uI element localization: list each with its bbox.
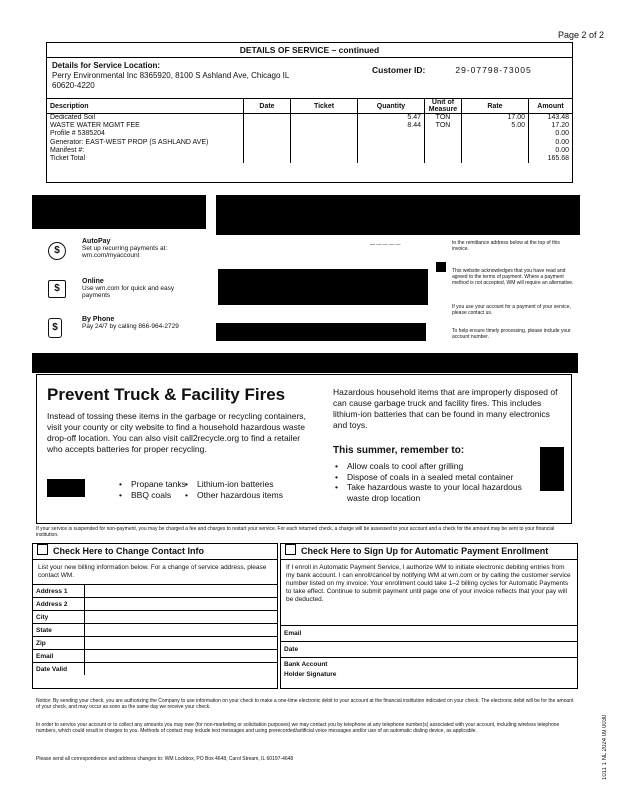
form-row-date-valid[interactable] xyxy=(33,662,277,675)
field-label: Date xyxy=(284,646,299,653)
table-cell xyxy=(244,155,291,163)
table-cell xyxy=(244,114,291,123)
service-location-line2: 60620-4220 xyxy=(52,81,95,90)
table-row xyxy=(47,122,572,130)
table-cell xyxy=(291,139,358,147)
form-row-address1[interactable] xyxy=(33,584,277,597)
customer-id-label: Customer ID: xyxy=(372,65,426,75)
auto-pay-checkbox[interactable] xyxy=(285,544,296,555)
table-cell: Manifest #: xyxy=(47,147,244,155)
table-cell xyxy=(425,139,462,147)
table-cell xyxy=(244,130,291,138)
table-cell xyxy=(425,130,462,138)
column-header: Amount xyxy=(529,99,573,114)
redacted-block xyxy=(540,447,564,491)
table-cell xyxy=(358,139,425,147)
payment-note-1: to the remittance address below at the top of this invoice. xyxy=(452,240,560,252)
redacted-block xyxy=(218,269,428,305)
table-cell: 5.00 xyxy=(462,122,529,130)
hazard-item: • Propane tanks xyxy=(119,479,186,490)
summer-heading: This summer, remember to: xyxy=(333,445,465,456)
field-label: Email xyxy=(284,630,302,637)
phone-text: Pay 24/7 by calling 866-964-2729 xyxy=(82,323,179,330)
table-cell: 5.47 xyxy=(358,114,425,123)
customer-id-value: 29-07798-73005 xyxy=(455,65,532,75)
phone-title: By Phone xyxy=(82,316,115,323)
column-header: Ticket xyxy=(291,99,358,114)
change-contact-checkbox[interactable] xyxy=(37,544,48,555)
online-pay-icon: $ xyxy=(48,280,66,298)
table-row xyxy=(47,139,572,147)
fires-right-text: Hazardous household items that are improperly disposed of can cause garbage truck and facility fires. This includes lithium-ion batteries that can be found in many electronics and toys. xyxy=(333,387,558,430)
table-cell xyxy=(358,155,425,163)
table-cell xyxy=(244,122,291,130)
payment-note-small: — — — — — xyxy=(370,242,401,248)
table-row xyxy=(47,147,572,155)
field-label: Email xyxy=(36,650,85,662)
autopay-text: Set up recurring payments at: wm.com/myaccount xyxy=(82,245,168,259)
table-cell: 165.68 xyxy=(547,155,569,163)
table-cell: 0.00 xyxy=(555,138,569,146)
table-cell: 17.20 xyxy=(551,122,569,130)
form-row-zip[interactable] xyxy=(33,636,277,649)
hazard-item: • Lithium-ion batteries xyxy=(185,479,283,490)
auto-pay-title: Check Here to Sign Up for Automatic Payment Enrollment xyxy=(301,546,549,556)
table-row xyxy=(47,155,572,163)
correspondence-notice: Please send all correspondence and address changes to: WM Lockbox, PO Box 4648, Carol Stream, IL 60197-4648 xyxy=(36,756,294,762)
field-label: Zip xyxy=(36,637,85,649)
autopay-title: AutoPay xyxy=(82,238,111,245)
table-cell: Ticket Total xyxy=(47,155,244,163)
summer-tip: • Dispose of coals in a sealed metal container xyxy=(333,472,543,483)
table-row xyxy=(47,130,572,138)
service-items-table xyxy=(47,98,572,163)
hazard-list-1 xyxy=(119,479,186,501)
automatic-payment-form xyxy=(280,543,578,689)
table-cell xyxy=(425,147,462,155)
table-cell: WASTE WATER MGMT FEE xyxy=(47,122,244,130)
check-notice: Notice: By sending your check, you are authorizing the Company to use information on your check to make a one-time electronic debit to your account at the financial institution indicated on your check. The electronic debit will be for the amount of your check, and may occur as soon as the same day we receive your check. xyxy=(36,698,574,710)
table-cell xyxy=(462,130,529,138)
redacted-banner xyxy=(32,353,578,373)
field-label: Address 1 xyxy=(36,585,85,597)
fires-heading: Prevent Truck & Facility Fires xyxy=(47,385,286,404)
redacted-block xyxy=(216,195,580,235)
summer-tip: • Allow coals to cool after grilling xyxy=(333,461,543,472)
table-cell: 143.48 xyxy=(547,114,569,121)
customer-id xyxy=(372,65,532,75)
field-label: State xyxy=(36,624,85,636)
field-label: Date Valid xyxy=(36,663,85,675)
table-cell xyxy=(462,155,529,163)
form-row-email[interactable] xyxy=(33,649,277,662)
column-header: Unit of Measure xyxy=(425,99,462,114)
table-cell xyxy=(244,147,291,155)
column-header: Rate xyxy=(462,99,529,114)
form-row-state[interactable] xyxy=(33,623,277,636)
form-row-city[interactable] xyxy=(33,610,277,623)
table-cell xyxy=(425,155,462,163)
document-code: 1011 1 NL 2024 09 0030 xyxy=(602,714,608,780)
change-contact-form xyxy=(32,543,278,689)
table-cell xyxy=(291,147,358,155)
form-row-address2[interactable] xyxy=(33,597,277,610)
fire-prevention-box xyxy=(36,374,572,524)
table-cell: 17.00 xyxy=(462,114,529,123)
table-cell: 8.44 xyxy=(358,122,425,130)
summer-tips xyxy=(333,461,543,503)
payment-note-3: If you use your account for a payment of your service, please contact us. xyxy=(452,304,571,316)
table-cell: TON xyxy=(425,114,462,123)
online-text: Use wm.com for quick and easy payments xyxy=(82,285,175,299)
service-details-panel xyxy=(46,42,573,183)
table-cell: TON xyxy=(425,122,462,130)
field-label: Bank Account Holder Signature xyxy=(284,661,337,678)
phone-option xyxy=(82,316,202,330)
table-cell xyxy=(358,147,425,155)
phone-pay-icon: $ xyxy=(48,318,62,338)
autopay-icon: $ xyxy=(48,242,66,260)
table-cell xyxy=(462,147,529,155)
auto-row-date[interactable] xyxy=(281,641,577,657)
online-option xyxy=(82,278,202,299)
auto-row-email[interactable] xyxy=(281,625,577,641)
redacted-block xyxy=(436,262,446,272)
field-label: Address 2 xyxy=(36,598,85,610)
table-cell xyxy=(358,130,425,138)
table-cell: 0.00 xyxy=(555,130,569,138)
table-cell xyxy=(291,114,358,123)
table-cell: 0.00 xyxy=(555,146,569,154)
autopay-option xyxy=(82,238,202,259)
change-contact-header[interactable] xyxy=(33,544,277,560)
service-location-heading: Details for Service Location: xyxy=(52,61,161,70)
service-details-title: DETAILS OF SERVICE – continued xyxy=(47,43,572,58)
redacted-block xyxy=(47,479,85,497)
table-cell: Profile # 5385204 xyxy=(47,130,244,138)
redacted-block xyxy=(32,195,206,229)
hazard-list-2 xyxy=(185,479,283,501)
auto-row-signature[interactable] xyxy=(281,657,577,681)
auto-pay-header[interactable] xyxy=(281,544,577,560)
table-cell: Generator: EAST-WEST PROP (S ASHLAND AVE) xyxy=(47,139,244,147)
table-cell xyxy=(244,139,291,147)
payment-note-2: This website acknowledges that you have read and agreed to the terms of payment. Where a payment method is not accepted, WM will require an alternative. xyxy=(452,268,574,286)
redacted-block xyxy=(216,323,426,341)
table-cell xyxy=(291,155,358,163)
service-location xyxy=(52,61,289,91)
column-header: Description xyxy=(47,99,244,114)
column-header: Date xyxy=(244,99,291,114)
change-contact-intro: List your new billing information below. For a change of service address, please contact WM. xyxy=(38,564,267,579)
table-row xyxy=(47,114,572,123)
fires-left-text: Instead of tossing these items in the garbage or recycling containers, visit your county or city website to find a household hazardous waste drop-off location. You can also visit call2recycle.org to find a retailer who accepts batteries for proper recycling. xyxy=(47,411,306,454)
hazard-item: • BBQ coals xyxy=(119,490,186,501)
service-location-line1: Perry Environmental Inc 8365920, 8100 S Ashland Ave, Chicago IL xyxy=(52,71,290,80)
contact-notice: In order to service your account or to collect any amounts you may owe (for non-marketing or solicitation purposes) we may contact you by telephone at any telephone number(s) associated with your account, including wireless telephone numbers, which could result in charges to you. Methods of contact may include text messages and using prerecorded/artificial voice messages and/or use of an automatic dialing device, as applicable. xyxy=(36,722,560,734)
summer-tip: • Take hazardous waste to your local hazardous waste drop location xyxy=(333,482,543,503)
hazard-item: • Other hazardous items xyxy=(185,490,283,501)
table-cell: Dedicated Soil xyxy=(47,114,244,123)
online-title: Online xyxy=(82,278,104,285)
payment-note-4: To help ensure timely processing, please include your account number. xyxy=(452,328,571,340)
table-cell xyxy=(462,139,529,147)
suspension-disclaimer: If your service is suspended for non-payment, you may be charged a fee and charges to restart your service. For each returned check, a charge will be assessed to your account and a check for the amount may be sent to your financial institution. xyxy=(36,526,555,538)
table-cell xyxy=(291,130,358,138)
field-label: City xyxy=(36,611,85,623)
page-number: Page 2 of 2 xyxy=(557,30,604,40)
change-contact-title: Check Here to Change Contact Info xyxy=(53,546,205,556)
auto-pay-intro: If I enroll in Automatic Payment Service, I authorize WM to initiate electronic debiting entries from my bank account. I can enroll/cancel by notifying WM at wm.com or by calling the customer service number listed on my invoice. Your enrollment could take 1–2 billing cycles for Automatic Payments to take effect. Continue to submit payment until page one of your invoice reflects that your pay will be deducted. xyxy=(286,564,571,603)
column-header: Quantity xyxy=(358,99,425,114)
table-cell xyxy=(291,122,358,130)
